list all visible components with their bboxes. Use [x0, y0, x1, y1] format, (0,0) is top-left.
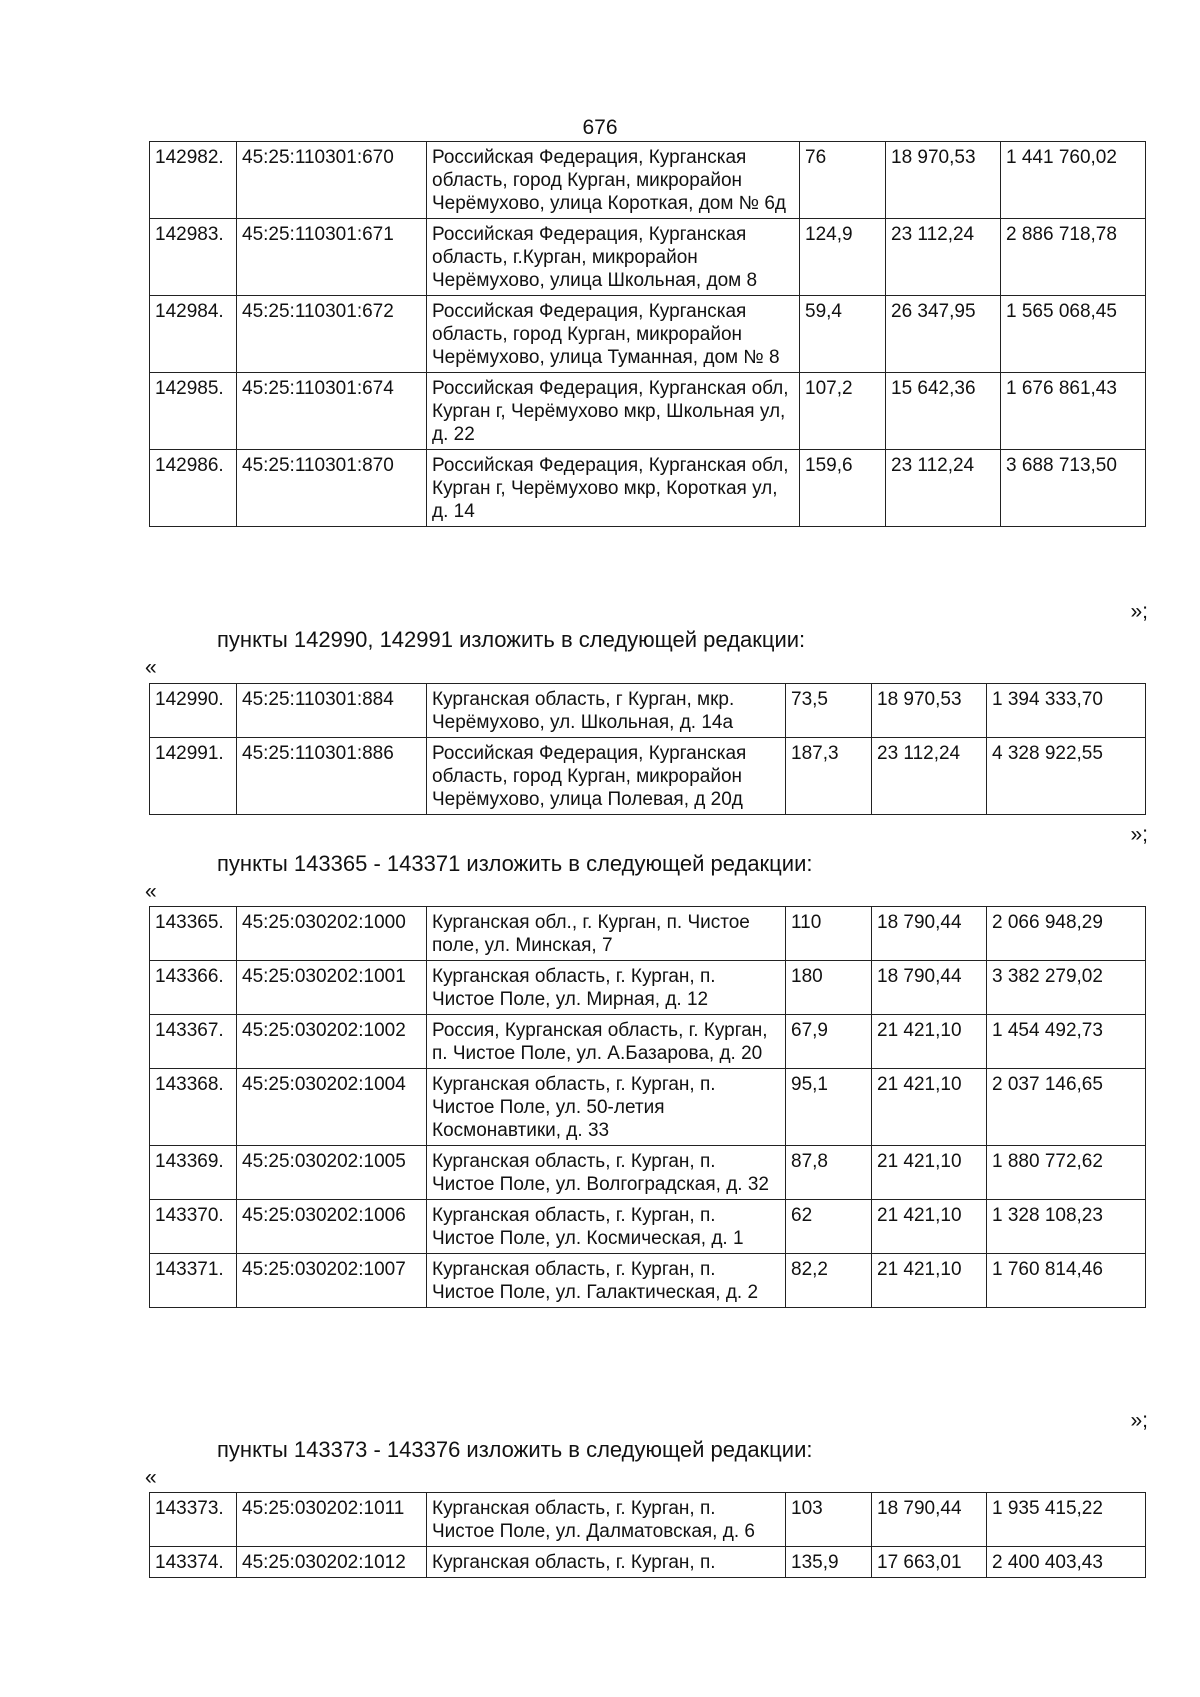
cadastral-number-cell: 45:25:110301:671 — [237, 219, 427, 296]
item-number-cell: 143369. — [150, 1146, 237, 1200]
item-number-cell: 142984. — [150, 296, 237, 373]
unit-value-cell: 21 421,10 — [872, 1146, 987, 1200]
area-cell: 76 — [800, 142, 886, 219]
unit-value-cell: 15 642,36 — [886, 373, 1001, 450]
table-row — [150, 1200, 1146, 1254]
table-row — [150, 1547, 1146, 1578]
opening-quote: « — [145, 880, 157, 903]
item-number-cell: 143373. — [150, 1493, 237, 1547]
unit-value-cell: 18 970,53 — [886, 142, 1001, 219]
cadastral-number-cell: 45:25:110301:870 — [237, 450, 427, 527]
cadastral-number-cell: 45:25:030202:1000 — [237, 907, 427, 961]
cadastral-number-cell: 45:25:110301:670 — [237, 142, 427, 219]
area-cell: 82,2 — [786, 1254, 872, 1308]
cadastral-number-cell: 45:25:030202:1012 — [237, 1547, 427, 1578]
cadastral-value-cell: 2 066 948,29 — [987, 907, 1146, 961]
area-cell: 87,8 — [786, 1146, 872, 1200]
area-cell: 187,3 — [786, 738, 872, 815]
cadastral-value-cell: 1 935 415,22 — [987, 1493, 1146, 1547]
table-row — [150, 1069, 1146, 1146]
cadastral-number-cell: 45:25:030202:1007 — [237, 1254, 427, 1308]
unit-value-cell: 17 663,01 — [872, 1547, 987, 1578]
cadastral-number-cell: 45:25:110301:672 — [237, 296, 427, 373]
cadastral-number-cell: 45:25:030202:1004 — [237, 1069, 427, 1146]
cadastral-value-cell: 3 688 713,50 — [1001, 450, 1146, 527]
register-table-1 — [149, 141, 1146, 527]
amendment-instruction: пункты 143373 - 143376 изложить в следующей редакции: — [217, 1437, 813, 1462]
area-cell: 59,4 — [800, 296, 886, 373]
address-cell: Российская Федерация, Курганская область, г.Курган, микрорайон Черёмухово, улица Школьная, дом 8 — [427, 219, 800, 296]
item-number-cell: 143367. — [150, 1015, 237, 1069]
unit-value-cell: 18 790,44 — [872, 1493, 987, 1547]
unit-value-cell: 21 421,10 — [872, 1069, 987, 1146]
area-cell: 103 — [786, 1493, 872, 1547]
address-cell: Курганская область, г. Курган, п. Чистое Поле, ул. 50-летия Космонавтики, д. 33 — [427, 1069, 786, 1146]
address-cell: Российская Федерация, Курганская область, город Курган, микрорайон Черёмухово, улица Туманная, дом № 8 — [427, 296, 800, 373]
cadastral-number-cell: 45:25:030202:1005 — [237, 1146, 427, 1200]
table-row — [150, 142, 1146, 219]
cadastral-value-cell: 1 760 814,46 — [987, 1254, 1146, 1308]
table-row — [150, 738, 1146, 815]
cadastral-value-cell: 1 328 108,23 — [987, 1200, 1146, 1254]
item-number-cell: 143371. — [150, 1254, 237, 1308]
table-row — [150, 684, 1146, 738]
cadastral-number-cell: 45:25:110301:886 — [237, 738, 427, 815]
page-number: 676 — [582, 116, 618, 139]
item-number-cell: 142985. — [150, 373, 237, 450]
address-cell: Курганская область, г. Курган, п. Чистое Поле, ул. Волгоградская, д. 32 — [427, 1146, 786, 1200]
address-cell: Курганская область, г. Курган, п. Чистое Поле, ул. Далматовская, д. 6 — [427, 1493, 786, 1547]
cadastral-number-cell: 45:25:110301:674 — [237, 373, 427, 450]
table-row — [150, 907, 1146, 961]
unit-value-cell: 26 347,95 — [886, 296, 1001, 373]
address-cell: Россия, Курганская область, г. Курган, п. Чистое Поле, ул. А.Базарова, д. 20 — [427, 1015, 786, 1069]
area-cell: 62 — [786, 1200, 872, 1254]
amendment-instruction: пункты 142990, 142991 изложить в следующей редакции: — [217, 627, 806, 652]
table-row — [150, 296, 1146, 373]
unit-value-cell: 21 421,10 — [872, 1254, 987, 1308]
cadastral-number-cell: 45:25:110301:884 — [237, 684, 427, 738]
address-cell: Курганская область, г Курган, мкр. Черёмухово, ул. Школьная, д. 14а — [427, 684, 786, 738]
area-cell: 159,6 — [800, 450, 886, 527]
cadastral-value-cell: 4 328 922,55 — [987, 738, 1146, 815]
cadastral-value-cell: 1 441 760,02 — [1001, 142, 1146, 219]
cadastral-number-cell: 45:25:030202:1011 — [237, 1493, 427, 1547]
unit-value-cell: 18 790,44 — [872, 961, 987, 1015]
closing-quote: »; — [1130, 1409, 1148, 1432]
item-number-cell: 142991. — [150, 738, 237, 815]
area-cell: 107,2 — [800, 373, 886, 450]
unit-value-cell: 23 112,24 — [872, 738, 987, 815]
table-row — [150, 1493, 1146, 1547]
table-row — [150, 1254, 1146, 1308]
address-cell: Курганская обл., г. Курган, п. Чистое поле, ул. Минская, 7 — [427, 907, 786, 961]
register-table-4 — [149, 1492, 1146, 1578]
cadastral-value-cell: 1 676 861,43 — [1001, 373, 1146, 450]
item-number-cell: 143368. — [150, 1069, 237, 1146]
cadastral-value-cell: 1 454 492,73 — [987, 1015, 1146, 1069]
opening-quote: « — [145, 656, 157, 679]
address-cell: Курганская область, г. Курган, п. Чистое Поле, ул. Галактическая, д. 2 — [427, 1254, 786, 1308]
unit-value-cell: 23 112,24 — [886, 450, 1001, 527]
table-row — [150, 961, 1146, 1015]
cadastral-value-cell: 2 037 146,65 — [987, 1069, 1146, 1146]
item-number-cell: 143374. — [150, 1547, 237, 1578]
closing-quote: »; — [1130, 823, 1148, 846]
address-cell: Курганская область, г. Курган, п. Чистое Поле, ул. Космическая, д. 1 — [427, 1200, 786, 1254]
cadastral-value-cell: 2 400 403,43 — [987, 1547, 1146, 1578]
item-number-cell: 142983. — [150, 219, 237, 296]
address-cell: Российская Федерация, Курганская обл, Курган г, Черёмухово мкр, Короткая ул, д. 14 — [427, 450, 800, 527]
address-cell: Курганская область, г. Курган, п. — [427, 1547, 786, 1578]
closing-quote: »; — [1130, 600, 1148, 623]
table-row — [150, 1015, 1146, 1069]
table-row — [150, 1146, 1146, 1200]
register-table-3 — [149, 906, 1146, 1308]
item-number-cell: 142986. — [150, 450, 237, 527]
unit-value-cell: 21 421,10 — [872, 1015, 987, 1069]
unit-value-cell: 21 421,10 — [872, 1200, 987, 1254]
item-number-cell: 142982. — [150, 142, 237, 219]
register-table-2 — [149, 683, 1146, 815]
item-number-cell: 143366. — [150, 961, 237, 1015]
amendment-instruction: пункты 143365 - 143371 изложить в следующей редакции: — [217, 851, 813, 876]
cadastral-value-cell: 1 880 772,62 — [987, 1146, 1146, 1200]
area-cell: 180 — [786, 961, 872, 1015]
cadastral-number-cell: 45:25:030202:1001 — [237, 961, 427, 1015]
unit-value-cell: 18 790,44 — [872, 907, 987, 961]
address-cell: Российская Федерация, Курганская обл, Курган г, Черёмухово мкр, Школьная ул, д. 22 — [427, 373, 800, 450]
table-row — [150, 373, 1146, 450]
cadastral-number-cell: 45:25:030202:1002 — [237, 1015, 427, 1069]
unit-value-cell: 23 112,24 — [886, 219, 1001, 296]
table-row — [150, 450, 1146, 527]
area-cell: 110 — [786, 907, 872, 961]
item-number-cell: 143365. — [150, 907, 237, 961]
address-cell: Курганская область, г. Курган, п. Чистое Поле, ул. Мирная, д. 12 — [427, 961, 786, 1015]
opening-quote: « — [145, 1466, 157, 1489]
area-cell: 73,5 — [786, 684, 872, 738]
cadastral-value-cell: 3 382 279,02 — [987, 961, 1146, 1015]
area-cell: 95,1 — [786, 1069, 872, 1146]
cadastral-value-cell: 2 886 718,78 — [1001, 219, 1146, 296]
area-cell: 135,9 — [786, 1547, 872, 1578]
item-number-cell: 142990. — [150, 684, 237, 738]
cadastral-number-cell: 45:25:030202:1006 — [237, 1200, 427, 1254]
cadastral-value-cell: 1 394 333,70 — [987, 684, 1146, 738]
cadastral-value-cell: 1 565 068,45 — [1001, 296, 1146, 373]
item-number-cell: 143370. — [150, 1200, 237, 1254]
address-cell: Российская Федерация, Курганская область, город Курган, микрорайон Черёмухово, улица Полевая, д 20д — [427, 738, 786, 815]
area-cell: 67,9 — [786, 1015, 872, 1069]
area-cell: 124,9 — [800, 219, 886, 296]
unit-value-cell: 18 970,53 — [872, 684, 987, 738]
table-row — [150, 219, 1146, 296]
address-cell: Российская Федерация, Курганская область, город Курган, микрорайон Черёмухово, улица Короткая, дом № 6д — [427, 142, 800, 219]
